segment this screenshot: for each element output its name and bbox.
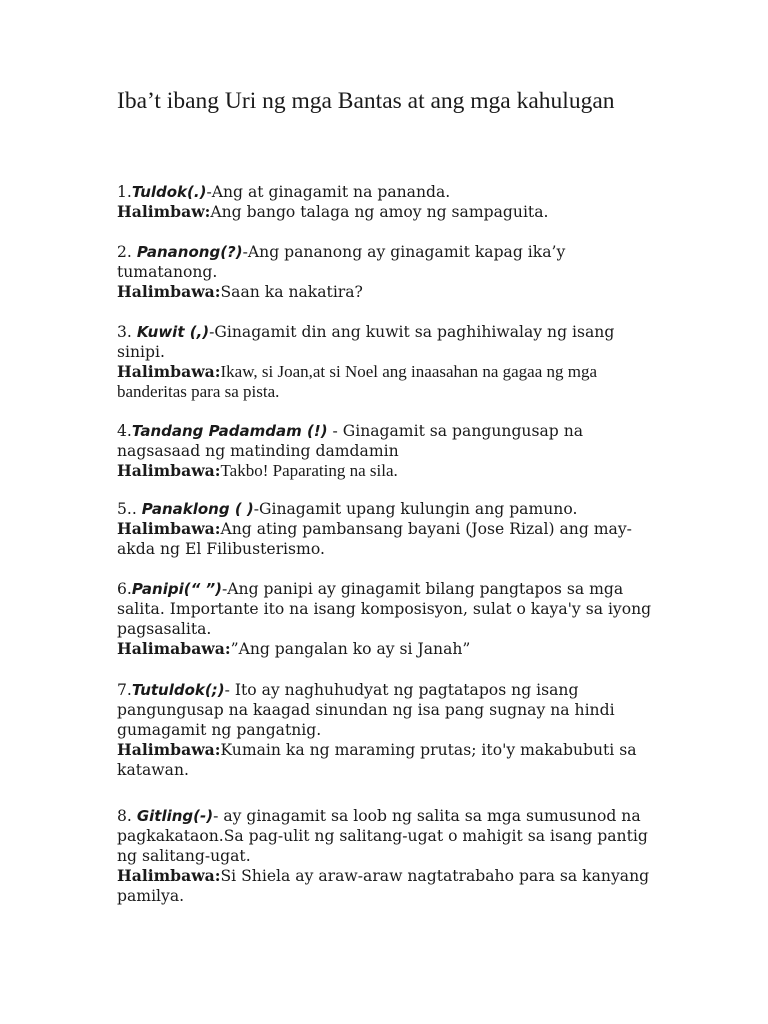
example-label: Halimbawa: bbox=[117, 282, 221, 301]
item-description: -Ang panipi ay ginagamit bilang pangtapos sa mga salita. Importante ito na isang komposisyon, sulat o kaya'y sa iyong pagsasalita. bbox=[117, 580, 652, 638]
example-text: Ikaw, si Joan,at si Noel ang inaasahan na gagaa ng mga banderitas para sa pista. bbox=[117, 362, 598, 401]
list-item-panipi bbox=[117, 579, 657, 659]
item-description: -Ginagamit din ang kuwit sa paghihiwalay ng isang sinipi. bbox=[117, 323, 615, 361]
item-description: - ay ginagamit sa loob ng salita sa mga sumusunod na pagkakataon.Sa pag-ulit ng salitang-ugat o mahigit sa isang pantig ng salitang-ugat. bbox=[117, 807, 648, 865]
list-item-kuwit bbox=[117, 322, 657, 402]
item-description: -Ginagamit upang kulungin ang pamuno. bbox=[253, 500, 578, 518]
item-description: - Ito ay naghuhudyat ng pagtatapos ng isang pangungusap na kaagad sinundan ng isa pang sugnay na hindi gumagamit ng pangatnig. bbox=[117, 681, 615, 739]
item-number: 2. bbox=[117, 243, 137, 261]
example-text: Kumain ka ng maraming prutas; ito'y makabubuti sa katawan. bbox=[117, 741, 637, 779]
example-label: Halimbawa: bbox=[117, 519, 221, 538]
item-example bbox=[117, 639, 657, 659]
example-text: ”Ang pangalan ko ay si Janah” bbox=[230, 640, 471, 658]
item-number: 6. bbox=[117, 580, 132, 598]
example-text: Takbo! Paparating na sila. bbox=[220, 461, 398, 480]
item-example bbox=[117, 519, 657, 559]
item-description: - Ginagamit sa pangungusap na nagsasaad ng matinding damdamin bbox=[117, 422, 584, 460]
list-item-tutuldok bbox=[117, 680, 657, 780]
punctuation-term: Panipi(“ ”) bbox=[131, 580, 223, 598]
list-item-panaklong bbox=[117, 499, 657, 559]
item-definition bbox=[117, 680, 657, 740]
item-example bbox=[117, 362, 657, 402]
example-label: Halimbawa: bbox=[117, 362, 221, 381]
document-title: Iba’t ibang Uri ng mga Bantas at ang mga kahulugan bbox=[117, 88, 615, 114]
punctuation-term: Gitling(-) bbox=[136, 807, 214, 825]
item-description: -Ang at ginagamit na pananda. bbox=[206, 183, 451, 201]
item-number: 8. bbox=[117, 807, 137, 825]
list-item-pananong bbox=[117, 242, 657, 302]
item-definition bbox=[117, 806, 657, 866]
item-definition bbox=[117, 579, 657, 639]
example-label: Halimbaw: bbox=[117, 202, 211, 221]
item-number: 7. bbox=[117, 681, 132, 699]
example-label: Halimbawa: bbox=[117, 461, 221, 480]
item-example bbox=[117, 202, 657, 222]
example-text: Ang ating pambansang bayani (Jose Rizal) ang may-akda ng El Filibusterismo. bbox=[117, 520, 632, 558]
item-number: 4. bbox=[117, 422, 132, 440]
example-text: Ang bango talaga ng amoy ng sampaguita. bbox=[210, 203, 549, 221]
list-item-tuldok bbox=[117, 182, 657, 222]
list-item-gitling bbox=[117, 806, 657, 906]
list-item-tandang-padamdam bbox=[117, 421, 657, 481]
punctuation-term: Panaklong ( ) bbox=[141, 500, 254, 518]
item-number: 5.. bbox=[117, 500, 142, 518]
punctuation-term: Kuwit (,) bbox=[136, 323, 210, 341]
item-example bbox=[117, 740, 657, 780]
item-number: 3. bbox=[117, 323, 137, 341]
item-example bbox=[117, 282, 657, 302]
example-label: Halimbawa: bbox=[117, 740, 221, 759]
punctuation-term: Tutuldok(;) bbox=[131, 681, 225, 699]
item-definition bbox=[117, 242, 657, 282]
item-number: 1. bbox=[117, 183, 132, 201]
punctuation-term: Pananong(?) bbox=[136, 243, 243, 261]
item-definition bbox=[117, 499, 657, 519]
item-definition bbox=[117, 322, 657, 362]
example-text: Si Shiela ay araw-araw nagtatrabaho para sa kanyang pamilya. bbox=[117, 867, 650, 905]
example-label: Halimabawa: bbox=[117, 639, 231, 658]
example-text: Saan ka nakatira? bbox=[220, 283, 363, 301]
punctuation-term: Tuldok(.) bbox=[131, 183, 207, 201]
item-example bbox=[117, 461, 657, 481]
example-label: Halimbawa: bbox=[117, 866, 221, 885]
item-example bbox=[117, 866, 657, 906]
item-description: -Ang pananong ay ginagamit kapag ika’y tumatanong. bbox=[117, 243, 566, 281]
punctuation-term: Tandang Padamdam (!) bbox=[131, 422, 328, 440]
item-definition bbox=[117, 182, 657, 202]
item-definition bbox=[117, 421, 657, 461]
